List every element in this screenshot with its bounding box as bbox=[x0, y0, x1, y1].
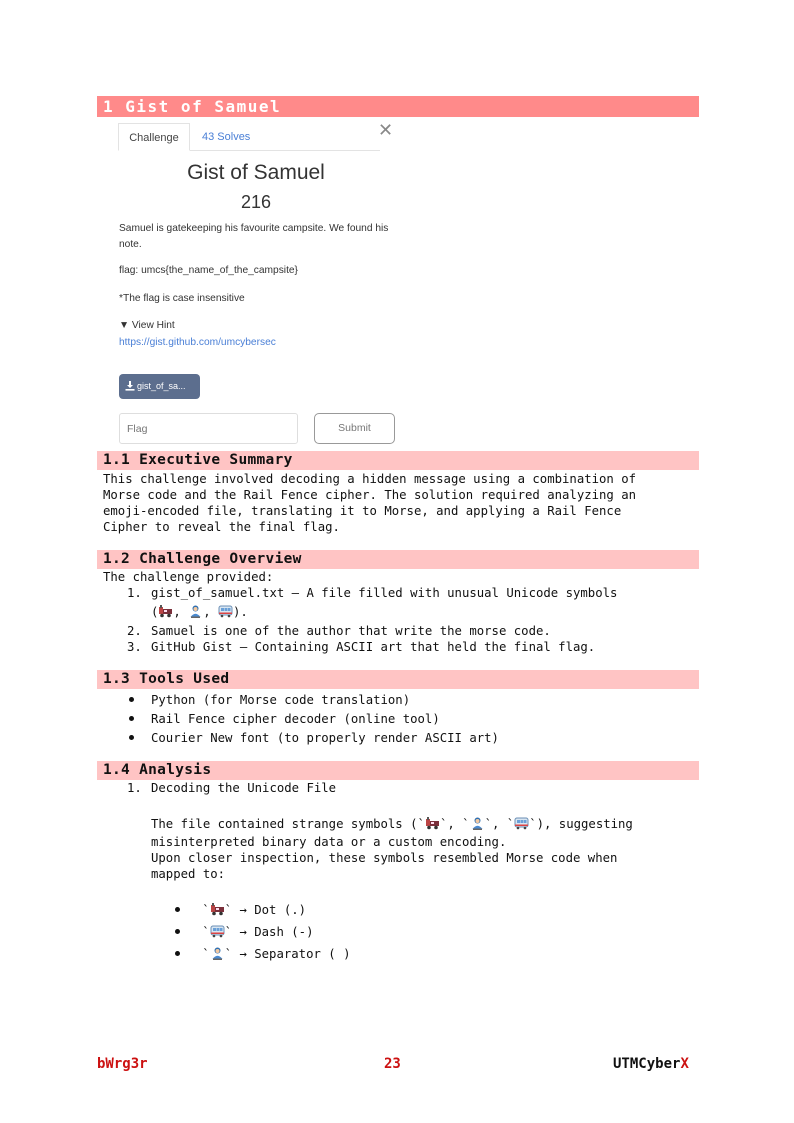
backtick: ` bbox=[202, 925, 210, 939]
list-item: Courier New font (to properly render ASCII art) bbox=[151, 731, 499, 745]
footer-team-suffix: X bbox=[680, 1056, 689, 1072]
case-note: *The flag is case insensitive bbox=[119, 293, 245, 304]
bullet-icon bbox=[175, 929, 180, 934]
footer-team bbox=[613, 1056, 689, 1072]
list-item: GitHub Gist – Containing ASCII art that held the final flag. bbox=[151, 640, 596, 654]
steam-locomotive-emoji-icon bbox=[158, 604, 173, 618]
tram-car-emoji-icon bbox=[210, 924, 225, 938]
backtick: ` bbox=[224, 903, 233, 917]
close-icon[interactable]: ✕ bbox=[378, 120, 394, 140]
heading-analysis: 1.4 Analysis bbox=[97, 761, 699, 780]
footer-team-prefix: UTMCyber bbox=[613, 1056, 681, 1072]
mapping-meaning: → Dot (.) bbox=[239, 903, 307, 917]
list-item-emoji-line bbox=[151, 604, 248, 620]
list-item: Rail Fence cipher decoder (online tool) bbox=[151, 712, 440, 726]
bullet-icon bbox=[129, 697, 134, 702]
challenge-points: 216 bbox=[240, 192, 272, 212]
person-emoji-icon bbox=[210, 946, 225, 960]
challenge-description: Samuel is gatekeeping his favourite campsite. We found his note. bbox=[119, 223, 389, 250]
paren: ). bbox=[233, 605, 248, 619]
flag-format: flag: umcs{the_name_of_the_campsite} bbox=[119, 265, 298, 276]
flag-input[interactable] bbox=[119, 413, 298, 444]
bullet-icon bbox=[129, 716, 134, 721]
download-file-button[interactable] bbox=[119, 374, 200, 399]
backtick: ` bbox=[202, 903, 210, 917]
mapping-item bbox=[175, 946, 351, 962]
challenge-card bbox=[108, 117, 408, 453]
summary-line: Cipher to reveal the final flag. bbox=[103, 520, 340, 534]
bullet-icon bbox=[129, 735, 134, 740]
comma: , bbox=[173, 605, 181, 619]
paren: ( bbox=[151, 605, 159, 619]
tools-bullet bbox=[129, 711, 134, 727]
heading-executive-summary: 1.1 Executive Summary bbox=[97, 451, 699, 470]
summary-line: This challenge involved decoding a hidden message using a combination of bbox=[103, 472, 637, 486]
steam-locomotive-emoji-icon bbox=[425, 816, 440, 830]
analysis-paragraph-line: Upon closer inspection, these symbols resembled Morse code when bbox=[151, 851, 618, 865]
list-item: gist_of_samuel.txt – A file filled with unusual Unicode symbols bbox=[151, 586, 618, 600]
mapping-item bbox=[175, 902, 306, 918]
tram-car-emoji-icon bbox=[514, 816, 529, 830]
backtick: ` bbox=[202, 947, 210, 961]
analysis-paragraph-line: misinterpreted binary data or a custom encoding. bbox=[151, 835, 507, 849]
list-number: 1. bbox=[127, 781, 142, 795]
backtick: ` bbox=[224, 947, 233, 961]
hint-link[interactable]: https://gist.github.com/umcybersec bbox=[119, 337, 276, 348]
text-run: `, ` bbox=[484, 817, 515, 831]
tab-solves[interactable]: 43 Solves bbox=[202, 131, 251, 143]
tab-challenge[interactable]: Challenge bbox=[118, 123, 190, 151]
tram-car-emoji-icon bbox=[218, 604, 233, 618]
backtick: ` bbox=[224, 925, 233, 939]
summary-line: Morse code and the Rail Fence cipher. The solution required analyzing an bbox=[103, 488, 637, 502]
person-emoji-icon bbox=[188, 604, 203, 618]
analysis-paragraph-line: mapped to: bbox=[151, 867, 226, 881]
bullet-icon bbox=[175, 907, 180, 912]
mapping-meaning: → Separator ( ) bbox=[239, 947, 351, 961]
section-heading: 1 Gist of Samuel bbox=[97, 96, 699, 117]
challenge-tabs bbox=[118, 123, 380, 151]
summary-line: emoji-encoded file, translating it to Morse, and applying a Rail Fence bbox=[103, 504, 622, 518]
heading-challenge-overview: 1.2 Challenge Overview bbox=[97, 550, 699, 569]
view-hint-toggle[interactable]: ▼ View Hint bbox=[119, 320, 175, 331]
bullet-icon bbox=[175, 951, 180, 956]
list-item: Samuel is one of the author that write the morse code. bbox=[151, 624, 551, 638]
analysis-paragraph-line bbox=[151, 816, 633, 832]
tools-bullet bbox=[129, 692, 134, 708]
heading-tools-used: 1.3 Tools Used bbox=[97, 670, 699, 689]
page-number: 23 bbox=[384, 1056, 401, 1072]
list-number: 1. bbox=[127, 586, 142, 600]
tools-bullet bbox=[129, 730, 134, 746]
person-emoji-icon bbox=[470, 816, 485, 830]
list-item: Python (for Morse code translation) bbox=[151, 693, 411, 707]
challenge-title: Gist of Samuel bbox=[187, 161, 325, 184]
submit-button[interactable]: Submit bbox=[314, 413, 395, 444]
text-run: `, ` bbox=[439, 817, 470, 831]
list-item: Decoding the Unicode File bbox=[151, 781, 337, 795]
text-run: The file contained strange symbols (` bbox=[151, 817, 425, 831]
download-icon bbox=[125, 381, 135, 391]
mapping-meaning: → Dash (-) bbox=[239, 925, 314, 939]
download-label: gist_of_sa... bbox=[137, 381, 186, 391]
overview-intro: The challenge provided: bbox=[103, 570, 274, 584]
footer-author: bWrg3r bbox=[97, 1056, 148, 1072]
text-run: `), suggesting bbox=[529, 817, 633, 831]
list-number: 3. bbox=[127, 640, 142, 654]
steam-locomotive-emoji-icon bbox=[210, 902, 225, 916]
list-number: 2. bbox=[127, 624, 142, 638]
mapping-item bbox=[175, 924, 313, 940]
comma: , bbox=[203, 605, 211, 619]
